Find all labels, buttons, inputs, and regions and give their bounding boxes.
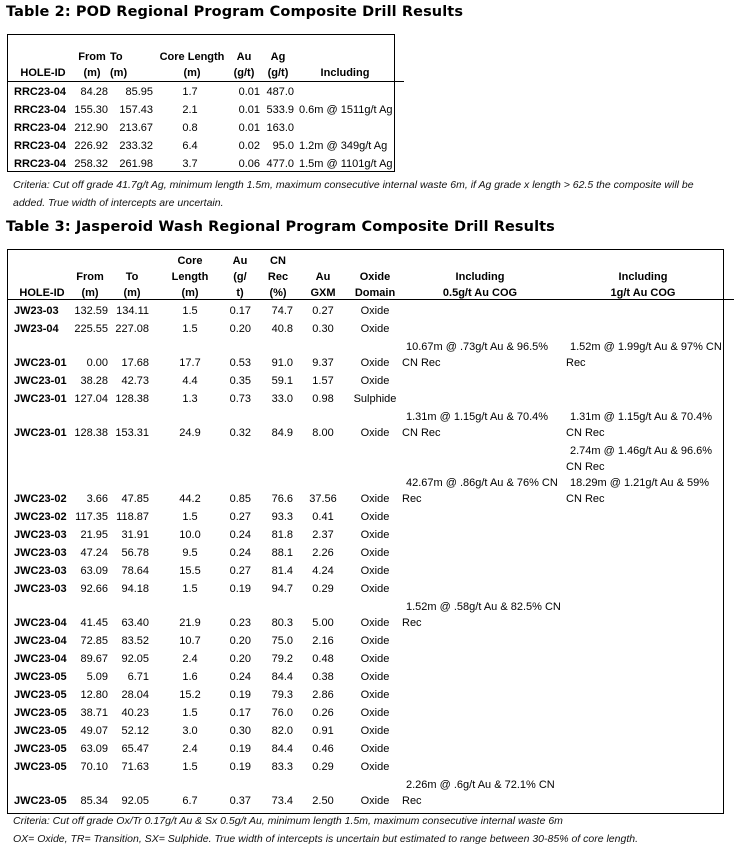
t3-cell-to: 65.47 (121, 743, 149, 755)
t3-cell-to: 94.18 (121, 583, 149, 595)
t2-cell-core-length: 2.1 (182, 104, 198, 116)
t2-cell-au: 0.02 (238, 140, 260, 152)
t3-cell-oxide-domain: Oxide (360, 323, 390, 335)
t3-cell-from: 70.10 (80, 761, 108, 773)
t2-cell-au: 0.06 (238, 158, 260, 170)
t3-cell-to: 71.63 (121, 761, 149, 773)
t3-header-to: To (125, 271, 139, 283)
t3-header-core-length: Core (177, 255, 203, 267)
t2-cell-from: 212.90 (74, 122, 108, 134)
t3-cell-au-gxm: 0.46 (312, 743, 334, 755)
t3-cell-oxide-domain: Oxide (360, 761, 390, 773)
t3-cell-hole-id: JWC23-05 (14, 795, 67, 807)
t3-cell-cn-rec: 84.9 (271, 427, 293, 439)
t2-cell-core-length: 1.7 (182, 86, 198, 98)
t2-header-hole-id: HOLE-ID (20, 67, 66, 79)
table3-note-1: Criteria: Cut off grade Ox/Tr 0.17g/t Au & Sx 0.5g/t Au, minimum length 1.5m, maximum consecutive internal waste 6m (13, 815, 563, 827)
t3-cell-to: 83.52 (121, 635, 149, 647)
t3-cell-au-gxm: 2.50 (312, 795, 334, 807)
t3-cell-to: 78.64 (121, 565, 149, 577)
t3-cell-cn-rec: 73.4 (271, 795, 293, 807)
t3-cell-cn-rec: 91.0 (271, 357, 293, 369)
t3-cell-hole-id: JWC23-02 (14, 493, 67, 505)
t3-cell-oxide-domain: Oxide (360, 583, 390, 595)
t3-cell-from: 41.45 (80, 617, 108, 629)
t3-cell-cn-rec: 84.4 (271, 743, 293, 755)
t3-cell-core-length: 1.6 (182, 671, 198, 683)
t3-cell-including-1: CN Rec (566, 493, 605, 505)
t2-cell-to: 233.32 (119, 140, 153, 152)
table3-note-2: OX= Oxide, TR= Transition, SX= Sulphide. True width of intercepts is uncertain but estimated to range between 30-85% of core length. (13, 833, 638, 845)
t3-cell-au-gxm: 1.57 (312, 375, 334, 387)
t2-header-au: Au (236, 51, 252, 63)
t3-cell-including-05: CN Rec (402, 427, 441, 439)
t3-header-incl-05: Including (455, 271, 505, 283)
t3-cell-from: 47.24 (80, 547, 108, 559)
t3-cell-au: 0.19 (229, 583, 251, 595)
t3-header-oxide-domain: Domain (354, 287, 396, 299)
t3-cell-au: 0.85 (229, 493, 251, 505)
t3-cell-au: 0.19 (229, 743, 251, 755)
t3-cell-hole-id: JWC23-01 (14, 357, 67, 369)
table2-note-1: Criteria: Cut off grade 41.7g/t Ag, minimum length 1.5m, maximum consecutive internal waste 6m, if Ag grade x length > 62.5 the composite will be (13, 179, 694, 191)
t3-cell-including-1: 18.29m @ 1.21g/t Au & 59% (570, 477, 709, 489)
t3-cell-au: 0.19 (229, 689, 251, 701)
t3-cell-from: 63.09 (80, 565, 108, 577)
t3-cell-core-length: 4.4 (182, 375, 198, 387)
t3-cell-oxide-domain: Oxide (360, 725, 390, 737)
t3-cell-oxide-domain: Oxide (360, 689, 390, 701)
t3-cell-to: 6.71 (127, 671, 149, 683)
t3-cell-to: 28.04 (121, 689, 149, 701)
t2-cell-hole-id: RRC23-04 (14, 104, 66, 116)
t3-cell-hole-id: JWC23-01 (14, 393, 67, 405)
t3-cell-to: 128.38 (115, 393, 149, 405)
t3-cell-to: 42.73 (121, 375, 149, 387)
t3-cell-cn-rec: 76.6 (271, 493, 293, 505)
t3-cell-from: 63.09 (80, 743, 108, 755)
t3-cell-from: 21.95 (80, 529, 108, 541)
t3-cell-to: 92.05 (121, 653, 149, 665)
t2-cell-hole-id: RRC23-04 (14, 140, 66, 152)
t3-cell-oxide-domain: Oxide (360, 635, 390, 647)
t3-header-core-length: Length (171, 271, 209, 283)
t3-cell-au: 0.17 (229, 707, 251, 719)
t3-cell-core-length: 1.5 (182, 511, 198, 523)
t3-cell-au-gxm: 37.56 (309, 493, 337, 505)
t3-header-core-length: (m) (181, 287, 199, 299)
t3-header-oxide-domain: Oxide (359, 271, 391, 283)
t2-cell-hole-id: RRC23-04 (14, 86, 66, 98)
t3-cell-au-gxm: 0.29 (312, 761, 334, 773)
t3-cell-including-05: 2.26m @ .6g/t Au & 72.1% CN (406, 779, 555, 791)
t3-cell-including-05: CN Rec (402, 357, 441, 369)
t3-cell-au: 0.17 (229, 305, 251, 317)
t3-cell-from: 12.80 (80, 689, 108, 701)
t3-cell-core-length: 21.9 (179, 617, 201, 629)
t2-header-ag: (g/t) (267, 67, 289, 79)
t3-cell-au-gxm: 8.00 (312, 427, 334, 439)
t3-cell-hole-id: JWC23-05 (14, 725, 67, 737)
t2-header-core-length: (m) (183, 67, 201, 79)
t3-cell-hole-id: JWC23-05 (14, 671, 67, 683)
t3-header-au-gxm: GXM (310, 287, 336, 299)
t3-cell-au-gxm: 0.26 (312, 707, 334, 719)
t3-cell-to: 227.08 (115, 323, 149, 335)
t3-cell-cn-rec: 81.4 (271, 565, 293, 577)
t3-cell-au-gxm: 0.48 (312, 653, 334, 665)
t3-cell-including-05: 1.31m @ 1.15g/t Au & 70.4% (406, 411, 549, 423)
t2-header-from: From (78, 51, 106, 63)
t3-cell-au: 0.20 (229, 653, 251, 665)
t3-cell-au: 0.24 (229, 671, 251, 683)
t3-cell-from: 225.55 (74, 323, 108, 335)
t3-cell-au: 0.73 (229, 393, 251, 405)
t2-header-to: (m) (110, 67, 128, 79)
t3-cell-to: 47.85 (121, 493, 149, 505)
t3-cell-cn-rec: 74.7 (271, 305, 293, 317)
t3-cell-from: 0.00 (86, 357, 108, 369)
t3-cell-including-1: CN Rec (566, 461, 605, 473)
t3-cell-oxide-domain: Oxide (360, 743, 390, 755)
t3-cell-from: 127.04 (74, 393, 108, 405)
t3-cell-core-length: 1.5 (182, 707, 198, 719)
t2-cell-hole-id: RRC23-04 (14, 122, 66, 134)
t3-cell-au: 0.20 (229, 323, 251, 335)
t3-cell-cn-rec: 84.4 (271, 671, 293, 683)
table3-title: Table 3: Jasperoid Wash Regional Program Composite Drill Results (6, 219, 555, 235)
t3-cell-including-1: 1.52m @ 1.99g/t Au & 97% CN (570, 341, 722, 353)
t3-header-from: (m) (81, 287, 99, 299)
t3-cell-from: 85.34 (80, 795, 108, 807)
t3-cell-cn-rec: 83.3 (271, 761, 293, 773)
t3-cell-from: 92.66 (80, 583, 108, 595)
t3-cell-oxide-domain: Oxide (360, 529, 390, 541)
t3-cell-au-gxm: 0.41 (312, 511, 334, 523)
t2-cell-from: 258.32 (74, 158, 108, 170)
t2-cell-from: 155.30 (74, 104, 108, 116)
t3-cell-oxide-domain: Oxide (360, 427, 390, 439)
t3-cell-oxide-domain: Oxide (360, 707, 390, 719)
t3-cell-hole-id: JWC23-01 (14, 427, 67, 439)
t3-cell-hole-id: JW23-03 (14, 305, 59, 317)
t3-cell-hole-id: JWC23-04 (14, 653, 67, 665)
t2-cell-including: 1.2m @ 349g/t Ag (299, 140, 388, 152)
t3-cell-including-05: Rec (402, 493, 422, 505)
t3-cell-au-gxm: 0.29 (312, 583, 334, 595)
t2-header-to: To (110, 51, 123, 63)
table2-header-divider (7, 81, 404, 82)
t3-cell-including-1: 2.74m @ 1.46g/t Au & 96.6% (570, 445, 713, 457)
t2-cell-ag: 163.0 (266, 122, 294, 134)
t3-cell-au: 0.24 (229, 529, 251, 541)
t3-cell-core-length: 1.5 (182, 761, 198, 773)
t3-cell-oxide-domain: Oxide (360, 671, 390, 683)
t3-header-from: From (76, 271, 104, 283)
t2-cell-to: 213.67 (119, 122, 153, 134)
t3-cell-au: 0.37 (229, 795, 251, 807)
t3-cell-to: 56.78 (121, 547, 149, 559)
t3-cell-cn-rec: 93.3 (271, 511, 293, 523)
t3-cell-to: 153.31 (115, 427, 149, 439)
t3-cell-core-length: 1.5 (182, 305, 198, 317)
t3-cell-cn-rec: 88.1 (271, 547, 293, 559)
t3-cell-hole-id: JWC23-03 (14, 583, 67, 595)
t2-header-ag: Ag (270, 51, 286, 63)
t3-cell-cn-rec: 79.3 (271, 689, 293, 701)
t3-cell-hole-id: JWC23-04 (14, 635, 67, 647)
t3-cell-core-length: 10.0 (179, 529, 201, 541)
t3-cell-from: 89.67 (80, 653, 108, 665)
t3-cell-core-length: 44.2 (179, 493, 201, 505)
t3-cell-to: 92.05 (121, 795, 149, 807)
t3-cell-from: 38.71 (80, 707, 108, 719)
t3-cell-oxide-domain: Oxide (360, 305, 390, 317)
t3-cell-au: 0.19 (229, 761, 251, 773)
t3-cell-hole-id: JWC23-03 (14, 547, 67, 559)
t2-cell-hole-id: RRC23-04 (14, 158, 66, 170)
t3-cell-au: 0.20 (229, 635, 251, 647)
t3-cell-au-gxm: 2.37 (312, 529, 334, 541)
t2-cell-to: 85.95 (125, 86, 153, 98)
t3-cell-au-gxm: 0.98 (312, 393, 334, 405)
t3-cell-oxide-domain: Oxide (360, 795, 390, 807)
t3-cell-au-gxm: 0.27 (312, 305, 334, 317)
t3-cell-from: 128.38 (74, 427, 108, 439)
t3-cell-au-gxm: 5.00 (312, 617, 334, 629)
t3-cell-from: 132.59 (74, 305, 108, 317)
t2-header-from: (m) (83, 67, 101, 79)
t2-cell-ag: 477.0 (266, 158, 294, 170)
t3-cell-from: 49.07 (80, 725, 108, 737)
t3-cell-au: 0.24 (229, 547, 251, 559)
t3-header-au: (g/ (233, 271, 247, 283)
t3-cell-oxide-domain: Oxide (360, 547, 390, 559)
t3-cell-cn-rec: 75.0 (271, 635, 293, 647)
t3-cell-cn-rec: 94.7 (271, 583, 293, 595)
t3-header-hole-id: HOLE-ID (19, 287, 65, 299)
t3-cell-oxide-domain: Oxide (360, 511, 390, 523)
t3-cell-cn-rec: 40.8 (271, 323, 293, 335)
t3-cell-hole-id: JW23-04 (14, 323, 59, 335)
t3-cell-cn-rec: 76.0 (271, 707, 293, 719)
t2-cell-from: 226.92 (74, 140, 108, 152)
t3-cell-to: 17.68 (121, 357, 149, 369)
t2-cell-core-length: 6.4 (182, 140, 198, 152)
t3-cell-core-length: 3.0 (182, 725, 198, 737)
t3-cell-oxide-domain: Oxide (360, 493, 390, 505)
t2-cell-ag: 487.0 (266, 86, 294, 98)
t2-cell-from: 84.28 (80, 86, 108, 98)
t3-cell-core-length: 1.3 (182, 393, 198, 405)
t3-cell-including-05: 1.52m @ .58g/t Au & 82.5% CN (406, 601, 561, 613)
t3-cell-hole-id: JWC23-03 (14, 565, 67, 577)
t3-cell-cn-rec: 59.1 (271, 375, 293, 387)
t3-header-cn-rec: (%) (269, 287, 287, 299)
t3-cell-core-length: 6.7 (182, 795, 198, 807)
t3-cell-au: 0.35 (229, 375, 251, 387)
t3-cell-au: 0.27 (229, 511, 251, 523)
t3-cell-oxide-domain: Oxide (360, 375, 390, 387)
t3-cell-core-length: 2.4 (182, 743, 198, 755)
t2-cell-core-length: 3.7 (182, 158, 198, 170)
t3-header-au: Au (232, 255, 248, 267)
t3-cell-core-length: 24.9 (179, 427, 201, 439)
t3-cell-hole-id: JWC23-05 (14, 743, 67, 755)
t2-cell-ag: 533.9 (266, 104, 294, 116)
t3-cell-core-length: 1.5 (182, 323, 198, 335)
t3-cell-oxide-domain: Oxide (360, 357, 390, 369)
t3-cell-including-05: Rec (402, 795, 422, 807)
t3-cell-core-length: 15.5 (179, 565, 201, 577)
t3-cell-oxide-domain: Oxide (360, 653, 390, 665)
t3-cell-au: 0.30 (229, 725, 251, 737)
t3-cell-au-gxm: 0.38 (312, 671, 334, 683)
t3-cell-to: 40.23 (121, 707, 149, 719)
t2-cell-to: 261.98 (119, 158, 153, 170)
t3-cell-from: 5.09 (86, 671, 108, 683)
t3-cell-to: 63.40 (121, 617, 149, 629)
t3-cell-au-gxm: 2.26 (312, 547, 334, 559)
t3-cell-to: 52.12 (121, 725, 149, 737)
t2-header-core-length: Core Length (159, 51, 225, 63)
t3-cell-including-05: 42.67m @ .86g/t Au & 76% CN (406, 477, 558, 489)
t2-header-including: Including (320, 67, 370, 79)
t3-cell-au-gxm: 2.86 (312, 689, 334, 701)
t3-cell-to: 31.91 (121, 529, 149, 541)
t3-cell-au: 0.23 (229, 617, 251, 629)
t2-cell-including: 0.6m @ 1511g/t Ag (299, 104, 393, 116)
t3-cell-oxide-domain: Oxide (360, 617, 390, 629)
t3-cell-au-gxm: 0.91 (312, 725, 334, 737)
t3-cell-including-1: 1.31m @ 1.15g/t Au & 70.4% (570, 411, 713, 423)
t2-header-au: (g/t) (233, 67, 255, 79)
t3-cell-including-05: 10.67m @ .73g/t Au & 96.5% (406, 341, 549, 353)
t3-cell-including-1: CN Rec (566, 427, 605, 439)
t3-cell-core-length: 1.5 (182, 583, 198, 595)
t2-cell-to: 157.43 (119, 104, 153, 116)
t2-cell-core-length: 0.8 (182, 122, 198, 134)
t3-header-to: (m) (123, 287, 141, 299)
t3-header-au-gxm: Au (315, 271, 331, 283)
t3-cell-au-gxm: 0.30 (312, 323, 334, 335)
t3-cell-to: 118.87 (116, 511, 149, 523)
t3-cell-hole-id: JWC23-05 (14, 761, 67, 773)
t3-cell-including-05: Rec (402, 617, 422, 629)
t3-cell-core-length: 9.5 (182, 547, 198, 559)
t3-cell-core-length: 2.4 (182, 653, 198, 665)
t2-cell-including: 1.5m @ 1101g/t Ag (299, 158, 393, 170)
t3-cell-from: 3.66 (86, 493, 108, 505)
t3-cell-au: 0.53 (229, 357, 251, 369)
t3-cell-to: 134.11 (116, 305, 149, 317)
t3-cell-including-1: Rec (566, 357, 586, 369)
t3-cell-hole-id: JWC23-05 (14, 689, 67, 701)
t3-header-au: t) (236, 287, 244, 299)
t3-cell-oxide-domain: Sulphide (353, 393, 397, 405)
t3-cell-core-length: 17.7 (179, 357, 201, 369)
t3-cell-core-length: 10.7 (179, 635, 201, 647)
t3-cell-hole-id: JWC23-04 (14, 617, 67, 629)
t3-cell-cn-rec: 79.2 (271, 653, 293, 665)
t3-cell-hole-id: JWC23-05 (14, 707, 67, 719)
t3-cell-hole-id: JWC23-02 (14, 511, 67, 523)
t3-cell-from: 72.85 (80, 635, 108, 647)
t3-cell-au: 0.32 (229, 427, 251, 439)
t2-cell-au: 0.01 (238, 86, 260, 98)
t3-cell-cn-rec: 80.3 (271, 617, 293, 629)
t3-header-incl-1: Including (618, 271, 668, 283)
table2-note-2: added. True width of intercepts are uncertain. (13, 197, 224, 209)
t3-cell-from: 38.28 (80, 375, 108, 387)
t3-cell-au-gxm: 4.24 (312, 565, 334, 577)
t3-header-incl-05: 0.5g/t Au COG (442, 287, 518, 299)
t3-cell-au-gxm: 2.16 (312, 635, 334, 647)
t3-header-cn-rec: Rec (267, 271, 289, 283)
t3-header-cn-rec: CN (270, 255, 286, 267)
t3-cell-cn-rec: 81.8 (271, 529, 293, 541)
t2-cell-au: 0.01 (238, 122, 260, 134)
t2-cell-au: 0.01 (238, 104, 260, 116)
t3-cell-cn-rec: 82.0 (271, 725, 293, 737)
t3-cell-cn-rec: 33.0 (271, 393, 293, 405)
t3-cell-from: 117.35 (75, 511, 108, 523)
t3-cell-core-length: 15.2 (179, 689, 201, 701)
t3-cell-hole-id: JWC23-03 (14, 529, 67, 541)
t3-cell-oxide-domain: Oxide (360, 565, 390, 577)
t3-header-incl-1: 1g/t Au COG (610, 287, 676, 299)
t2-cell-ag: 95.0 (272, 140, 294, 152)
t3-cell-au-gxm: 9.37 (312, 357, 334, 369)
table2-title: Table 2: POD Regional Program Composite Drill Results (6, 4, 464, 20)
t3-cell-hole-id: JWC23-01 (14, 375, 67, 387)
t3-cell-au: 0.27 (229, 565, 251, 577)
